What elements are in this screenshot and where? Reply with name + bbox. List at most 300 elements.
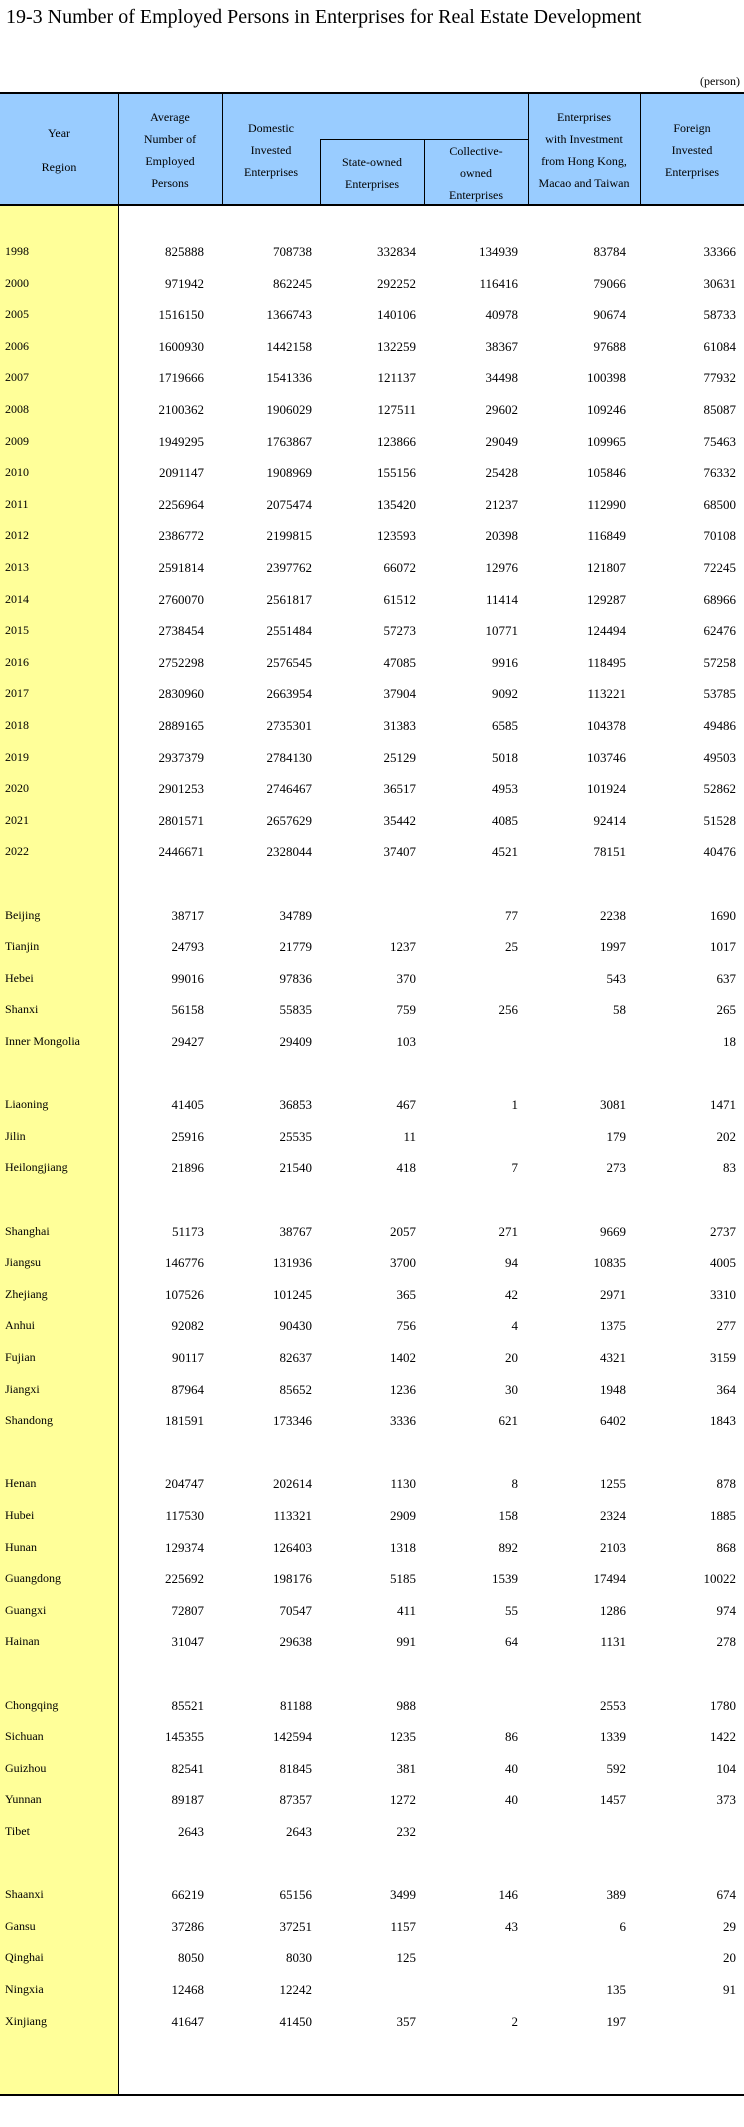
table-cell: 9916 — [492, 655, 518, 670]
table-cell: 57273 — [383, 623, 416, 638]
row-label: Fujian — [5, 1350, 36, 1364]
table-cell: 1908969 — [266, 465, 312, 480]
table-cell: 33366 — [703, 244, 736, 259]
table-cell: 142594 — [273, 1729, 312, 1744]
table-cell: 40476 — [703, 844, 736, 859]
table-row — [0, 1532, 744, 1564]
table-cell: 146 — [498, 1887, 518, 1902]
table-cell: 91 — [723, 1982, 736, 1997]
table-cell: 1235 — [390, 1729, 416, 1744]
table-cell: 868 — [716, 1540, 736, 1555]
table-cell: 7 — [511, 1160, 518, 1175]
table-cell: 2 — [511, 2014, 518, 2029]
row-label: Hunan — [5, 1540, 37, 1554]
header-foreign-line: Invested — [671, 143, 713, 157]
table-cell: 158 — [498, 1508, 518, 1523]
table-cell: 25535 — [279, 1129, 312, 1144]
row-label: Sichuan — [5, 1729, 44, 1743]
table-cell: 85652 — [279, 1382, 312, 1397]
table-cell: 21779 — [279, 939, 312, 954]
table-cell: 62476 — [703, 623, 736, 638]
header-hk-line: Enterprises — [557, 110, 611, 124]
header-hk-line: Macao and Taiwan — [538, 176, 630, 190]
table-cell: 2256964 — [158, 497, 204, 512]
table-row — [0, 963, 744, 995]
table-cell: 273 — [606, 1160, 626, 1175]
table-cell: 1442158 — [266, 339, 312, 354]
table-row — [0, 1374, 744, 1406]
row-label: 2007 — [5, 370, 29, 384]
table-cell: 3336 — [390, 1413, 416, 1428]
header-foreign — [640, 94, 744, 206]
table-cell: 8 — [511, 1476, 518, 1491]
row-label: Shaanxi — [5, 1887, 44, 1901]
row-label: Yunnan — [5, 1792, 42, 1806]
table-cell: 2760070 — [158, 592, 204, 607]
table-row — [0, 1152, 744, 1184]
row-label: Guangdong — [5, 1571, 61, 1585]
table-cell: 543 — [606, 971, 626, 986]
row-label: 2006 — [5, 339, 29, 353]
row-label: Qinghai — [5, 1950, 44, 1964]
table-cell: 25129 — [383, 750, 416, 765]
table-row — [0, 1216, 744, 1248]
table-cell: 2576545 — [266, 655, 312, 670]
header-state-owned — [320, 140, 424, 206]
table-cell: 113221 — [587, 686, 626, 701]
table-cell: 135 — [606, 1982, 626, 1997]
table-cell: 51528 — [703, 813, 736, 828]
table-cell: 116849 — [587, 528, 626, 543]
table-cell: 83784 — [593, 244, 626, 259]
table-cell: 103746 — [587, 750, 626, 765]
table-cell: 81845 — [279, 1761, 312, 1776]
table-cell: 2937379 — [158, 750, 204, 765]
table-cell: 265 — [716, 1002, 736, 1017]
table-cell: 3700 — [390, 1255, 416, 1270]
table-cell: 41405 — [171, 1097, 204, 1112]
header-region: Region — [41, 160, 77, 174]
table-cell: 70108 — [703, 528, 736, 543]
header-collective — [424, 140, 528, 206]
row-label: 2018 — [5, 718, 29, 732]
table-cell: 36517 — [383, 781, 416, 796]
table-cell: 1997 — [600, 939, 626, 954]
table-cell: 41450 — [279, 2014, 312, 2029]
table-cell: 1157 — [390, 1919, 416, 1934]
table-cell: 68500 — [703, 497, 736, 512]
table-cell: 756 — [396, 1318, 416, 1333]
table-cell: 373 — [716, 1792, 736, 1807]
table-cell: 2553 — [600, 1698, 626, 1713]
table-cell: 2746467 — [266, 781, 312, 796]
table-cell: 2591814 — [158, 560, 204, 575]
table-cell: 121137 — [377, 370, 416, 385]
table-cell: 1457 — [600, 1792, 626, 1807]
table-cell: 10771 — [485, 623, 518, 638]
table-cell: 43 — [505, 1919, 518, 1934]
table-cell: 30 — [505, 1382, 518, 1397]
row-label: 2022 — [5, 844, 29, 858]
table-cell: 1843 — [710, 1413, 736, 1428]
table-cell: 592 — [606, 1761, 626, 1776]
table-cell: 12976 — [485, 560, 518, 575]
table-cell: 82541 — [171, 1761, 204, 1776]
table-row — [0, 1563, 744, 1595]
table-cell: 61512 — [383, 592, 416, 607]
table-cell: 40978 — [485, 307, 518, 322]
table-cell: 9669 — [600, 1224, 626, 1239]
table-row — [0, 1690, 744, 1722]
table-cell: 126403 — [273, 1540, 312, 1555]
table-cell: 10835 — [593, 1255, 626, 1270]
table-cell: 2889165 — [158, 718, 204, 733]
table-cell: 92414 — [593, 813, 626, 828]
table-cell: 34498 — [485, 370, 518, 385]
table-cell: 6 — [619, 1919, 626, 1934]
table-cell: 1402 — [390, 1350, 416, 1365]
table-row — [0, 1405, 744, 1437]
table-cell: 974 — [716, 1603, 736, 1618]
table-cell: 12468 — [171, 1982, 204, 1997]
table-cell: 79066 — [593, 276, 626, 291]
table-cell: 1237 — [390, 939, 416, 954]
header-hk-line: from Hong Kong, — [541, 154, 627, 168]
table-cell: 109246 — [587, 402, 626, 417]
table-cell: 2801571 — [158, 813, 204, 828]
header-year-region — [0, 94, 118, 206]
table-cell: 104378 — [587, 718, 626, 733]
table-cell: 58 — [613, 1002, 626, 1017]
row-label: Jilin — [5, 1129, 26, 1143]
table-row — [0, 1911, 744, 1943]
table-cell: 4321 — [600, 1350, 626, 1365]
table-cell: 1780 — [710, 1698, 736, 1713]
table-cell: 29427 — [171, 1034, 204, 1049]
table-cell: 87357 — [279, 1792, 312, 1807]
table-cell: 103 — [396, 1034, 416, 1049]
table-cell: 123593 — [377, 528, 416, 543]
table-cell: 1422 — [710, 1729, 736, 1744]
row-label: 2009 — [5, 434, 29, 448]
table-cell: 1948 — [600, 1382, 626, 1397]
table-row — [0, 362, 744, 394]
row-label: Xinjiang — [5, 2014, 47, 2028]
table-cell: 85521 — [171, 1698, 204, 1713]
table-cell: 759 — [396, 1002, 416, 1017]
table-cell: 21896 — [171, 1160, 204, 1175]
table-cell: 58733 — [703, 307, 736, 322]
table-cell: 1255 — [600, 1476, 626, 1491]
table-cell: 29602 — [485, 402, 518, 417]
table-cell: 2657629 — [266, 813, 312, 828]
table-cell: 132259 — [377, 339, 416, 354]
table-cell: 988 — [396, 1698, 416, 1713]
table-row — [0, 615, 744, 647]
table-cell: 109965 — [587, 434, 626, 449]
table-cell: 197 — [606, 2014, 626, 2029]
table-cell: 2328044 — [266, 844, 312, 859]
row-label: Ningxia — [5, 1982, 44, 1996]
row-label: Shandong — [5, 1413, 53, 1427]
row-label: Liaoning — [5, 1097, 49, 1111]
table-cell: 4521 — [492, 844, 518, 859]
table-cell: 100398 — [587, 370, 626, 385]
header-average-line: Persons — [151, 176, 189, 190]
table-row — [0, 805, 744, 837]
table-cell: 621 — [498, 1413, 518, 1428]
table-cell: 90674 — [593, 307, 626, 322]
table-cell: 278 — [716, 1634, 736, 1649]
table-cell: 72807 — [171, 1603, 204, 1618]
row-label: Hainan — [5, 1634, 40, 1648]
table-row — [0, 1247, 744, 1279]
table-row — [0, 773, 744, 805]
table-cell: 2238 — [600, 908, 626, 923]
table-cell: 20398 — [485, 528, 518, 543]
table-row — [0, 1879, 744, 1911]
table-cell: 70547 — [279, 1603, 312, 1618]
table-cell: 6585 — [492, 718, 518, 733]
table-cell: 25916 — [171, 1129, 204, 1144]
table-cell: 97836 — [279, 971, 312, 986]
table-cell: 2643 — [178, 1824, 204, 1839]
table-cell: 3159 — [710, 1350, 736, 1365]
header-divider — [222, 94, 223, 206]
table-cell: 2057 — [390, 1224, 416, 1239]
table-cell: 202614 — [273, 1476, 312, 1491]
table-cell: 29 — [723, 1919, 736, 1934]
table-cell: 11 — [403, 1129, 416, 1144]
header-divider — [118, 94, 119, 206]
table-cell: 2784130 — [266, 750, 312, 765]
table-cell: 173346 — [273, 1413, 312, 1428]
table-cell: 89187 — [171, 1792, 204, 1807]
table-cell: 1017 — [710, 939, 736, 954]
row-label: 2020 — [5, 781, 29, 795]
table-cell: 3081 — [600, 1097, 626, 1112]
table-cell: 1130 — [390, 1476, 416, 1491]
table-row — [0, 489, 744, 521]
table-cell: 55835 — [279, 1002, 312, 1017]
table-title: 19-3 Number of Employed Persons in Enterprises for Real Estate Development — [6, 6, 642, 28]
table-cell: 1375 — [600, 1318, 626, 1333]
table-row — [0, 678, 744, 710]
row-label: Guizhou — [5, 1761, 47, 1775]
table-cell: 75463 — [703, 434, 736, 449]
table-row — [0, 1721, 744, 1753]
table-cell: 12242 — [279, 1982, 312, 1997]
row-label: 2011 — [5, 497, 29, 511]
table-cell: 101924 — [587, 781, 626, 796]
header-state-line: State-owned — [342, 155, 402, 169]
table-cell: 90117 — [171, 1350, 204, 1365]
table-cell: 49486 — [703, 718, 736, 733]
table-cell: 29049 — [485, 434, 518, 449]
table-cell: 6402 — [600, 1413, 626, 1428]
table-cell: 5018 — [492, 750, 518, 765]
table-cell: 38367 — [485, 339, 518, 354]
row-label: 2015 — [5, 623, 29, 637]
header-collective-line: owned — [460, 166, 492, 180]
table-cell: 129374 — [165, 1540, 204, 1555]
table-cell: 1949295 — [158, 434, 204, 449]
table-cell: 674 — [716, 1887, 736, 1902]
table-cell: 146776 — [165, 1255, 204, 1270]
table-cell: 38767 — [279, 1224, 312, 1239]
table-cell: 2735301 — [266, 718, 312, 733]
header-domestic — [222, 94, 320, 206]
table-row — [0, 1626, 744, 1658]
row-label: Jiangsu — [5, 1255, 41, 1269]
table-row — [0, 1500, 744, 1532]
table-cell: 2551484 — [266, 623, 312, 638]
header-state-line: Enterprises — [345, 177, 399, 191]
table-cell: 40 — [505, 1761, 518, 1776]
table-cell: 57258 — [703, 655, 736, 670]
table-cell: 9092 — [492, 686, 518, 701]
table-row — [0, 236, 744, 268]
table-cell: 357 — [396, 2014, 416, 2029]
table-cell: 135420 — [377, 497, 416, 512]
table-cell: 1600930 — [158, 339, 204, 354]
table-cell: 29409 — [279, 1034, 312, 1049]
header-domestic-line: Domestic — [248, 121, 294, 135]
header-divider — [640, 94, 641, 206]
table-row — [0, 742, 744, 774]
table-cell: 364 — [716, 1382, 736, 1397]
table-cell: 21540 — [279, 1160, 312, 1175]
table-cell: 204747 — [165, 1476, 204, 1491]
table-cell: 198176 — [273, 1571, 312, 1586]
header-collective-line: Enterprises — [449, 188, 503, 202]
table-row — [0, 426, 744, 458]
header-domestic-line: Enterprises — [244, 165, 298, 179]
table-cell: 11414 — [485, 592, 518, 607]
header-foreign-line: Foreign — [673, 121, 711, 135]
table-cell: 101245 — [273, 1287, 312, 1302]
table-row — [0, 1310, 744, 1342]
table-row — [0, 268, 744, 300]
header-subdivider — [320, 139, 528, 140]
table-cell: 76332 — [703, 465, 736, 480]
table-cell: 256 — [498, 1002, 518, 1017]
table-cell: 3499 — [390, 1887, 416, 1902]
row-label: 2005 — [5, 307, 29, 321]
table-cell: 2091147 — [158, 465, 204, 480]
table-cell: 155156 — [377, 465, 416, 480]
row-label: 2013 — [5, 560, 29, 574]
row-label: 2019 — [5, 750, 29, 764]
table-cell: 181591 — [165, 1413, 204, 1428]
table-cell: 1541336 — [266, 370, 312, 385]
table-cell: 25428 — [485, 465, 518, 480]
table-cell: 112990 — [587, 497, 626, 512]
table-header — [0, 92, 744, 206]
table-cell: 116416 — [479, 276, 518, 291]
table-cell: 140106 — [377, 307, 416, 322]
table-cell: 411 — [396, 1603, 416, 1618]
table-cell: 637 — [716, 971, 736, 986]
table-row — [0, 2006, 744, 2038]
row-label: Hubei — [5, 1508, 35, 1522]
table-cell: 53785 — [703, 686, 736, 701]
table-cell: 1366743 — [266, 307, 312, 322]
table-cell: 202 — [716, 1129, 736, 1144]
table-cell: 56158 — [171, 1002, 204, 1017]
table-cell: 825888 — [165, 244, 204, 259]
row-label: Beijing — [5, 908, 41, 922]
table-cell: 118495 — [587, 655, 626, 670]
table-cell: 1885 — [710, 1508, 736, 1523]
header-divider — [528, 94, 529, 206]
table-cell: 4085 — [492, 813, 518, 828]
table-cell: 2199815 — [266, 528, 312, 543]
header-year: Year — [47, 126, 71, 140]
table-cell: 20 — [723, 1950, 736, 1965]
row-label: 2008 — [5, 402, 29, 416]
table-cell: 2075474 — [266, 497, 312, 512]
table-cell: 81188 — [279, 1698, 312, 1713]
table-cell: 1690 — [710, 908, 736, 923]
table-cell: 77 — [505, 908, 518, 923]
table-row — [0, 1753, 744, 1785]
table-cell: 8050 — [178, 1950, 204, 1965]
table-cell: 61084 — [703, 339, 736, 354]
table-row — [0, 1279, 744, 1311]
table-row — [0, 1342, 744, 1374]
table-row — [0, 1468, 744, 1500]
table-row — [0, 1974, 744, 2006]
table-cell: 20 — [505, 1350, 518, 1365]
row-label: 2021 — [5, 813, 29, 827]
table-cell: 1236 — [390, 1382, 416, 1397]
header-collective-line: Collective- — [449, 144, 503, 158]
table-cell: 370 — [396, 971, 416, 986]
table-row — [0, 900, 744, 932]
table-cell: 107526 — [165, 1287, 204, 1302]
table-cell: 90430 — [279, 1318, 312, 1333]
table-row — [0, 1784, 744, 1816]
table-row — [0, 552, 744, 584]
table-cell: 31047 — [171, 1634, 204, 1649]
table-cell: 125 — [396, 1950, 416, 1965]
table-cell: 892 — [498, 1540, 518, 1555]
row-label: Shanxi — [5, 1002, 39, 1016]
table-cell: 117530 — [165, 1508, 204, 1523]
table-cell: 66072 — [383, 560, 416, 575]
table-cell: 2971 — [600, 1287, 626, 1302]
row-label: Anhui — [5, 1318, 35, 1332]
table-cell: 292252 — [377, 276, 416, 291]
table-cell: 34789 — [279, 908, 312, 923]
table-cell: 87964 — [171, 1382, 204, 1397]
table-cell: 145355 — [165, 1729, 204, 1744]
table-cell: 37251 — [279, 1919, 312, 1934]
table-cell: 2901253 — [158, 781, 204, 796]
table-cell: 97688 — [593, 339, 626, 354]
table-row — [0, 647, 744, 679]
table-cell: 1 — [511, 1097, 518, 1112]
header-hk-line: with Investment — [545, 132, 623, 146]
table-cell: 2738454 — [158, 623, 204, 638]
table-cell: 418 — [396, 1160, 416, 1175]
table-cell: 2752298 — [158, 655, 204, 670]
table-cell: 2324 — [600, 1508, 626, 1523]
table-cell: 82637 — [279, 1350, 312, 1365]
table-cell: 24793 — [171, 939, 204, 954]
table-cell: 2830960 — [158, 686, 204, 701]
